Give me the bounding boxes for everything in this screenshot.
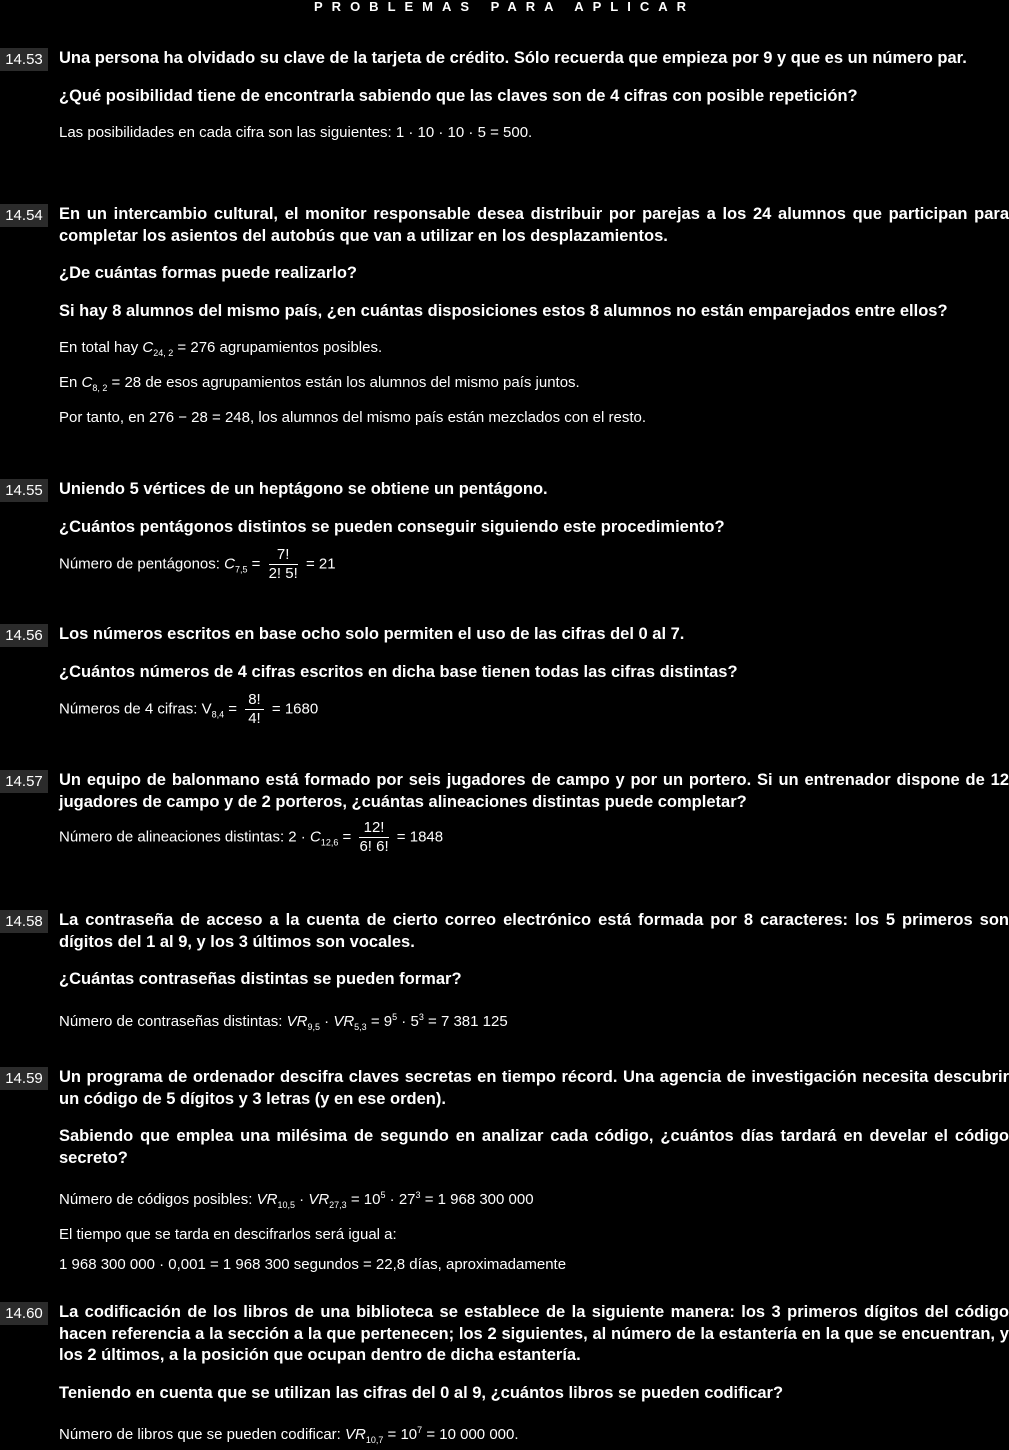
section-header: PROBLEMAS PARA APLICAR bbox=[314, 0, 695, 14]
problem-number: 14.59 bbox=[0, 1067, 48, 1090]
fraction: $\frac{7!}{2! 5!}$ bbox=[268, 546, 298, 582]
problem-question: ¿Cuántos números de 4 cifras escritos en dicha base tienen todas las cifras distintas? bbox=[59, 662, 738, 681]
problem-number: 14.56 bbox=[0, 624, 48, 647]
problem-question: Sabiendo que emplea una milésima de segundo en analizar cada código, ¿cuántos días tardará en develar el código secreto? bbox=[59, 1127, 1009, 1167]
problem-statement: Uniendo 5 vértices de un heptágono se obtiene un pentágono. bbox=[59, 480, 548, 498]
solution-line: Número de pentágonos: $C_{7,5}$ = $\frac{7!}{2! 5!}$ = 21 bbox=[59, 546, 336, 582]
solution-line: 1 968 300 000 · 0,001 = 1 968 300 segundos = 22,8 días, aproximadamente bbox=[59, 1256, 567, 1273]
fraction: $\frac{12!}{6! 6!}$ bbox=[359, 819, 389, 855]
problem-statement: Un equipo de balonmano está formado por seis jugadores de campo y por un portero. Si un entrenador dispone de 12 jugadores de campo y de 2 porteros, ¿cuántas alineaciones distintas puede completar? bbox=[59, 771, 1009, 811]
problem-question: ¿Cuántas contraseñas distintas se pueden formar? bbox=[59, 970, 462, 988]
solution-line: Las posibilidades en cada cifra son las siguientes: 1 · 10 · 10 · 5 = 500. bbox=[59, 124, 533, 141]
solution-line: Por tanto, en 276 − 28 = 248, los alumnos del mismo país están mezclados con el resto. bbox=[59, 409, 646, 426]
solution-line: Número de alineaciones distintas: $2 \cdot C_{12,6}$ = $\frac{12!}{6! 6!}$ = 1848 bbox=[59, 819, 444, 855]
problem-number: 14.54 bbox=[0, 204, 48, 227]
problem-question: ¿De cuántas formas puede realizarlo? bbox=[59, 264, 358, 282]
solution-line: En total hay $C_{24, 2} = 276$ agrupamientos posibles. bbox=[59, 339, 383, 358]
solution-line: En $C_{8, 2} = 28$ de esos agrupamientos están los alumnos del mismo país juntos. bbox=[59, 374, 580, 393]
problem-number: 14.55 bbox=[0, 479, 48, 502]
problem-statement: La contraseña de acceso a la cuenta de cierto correo electrónico está formada por 8 caracteres: los 5 primeros son dígitos del 1 al 9, y los 3 últimos son vocales. bbox=[59, 911, 1009, 951]
problem-question: Si hay 8 alumnos del mismo país, ¿en cuántas disposiciones estos 8 alumnos no están emparejados entre ellos? bbox=[59, 301, 948, 320]
problem-number: 14.53 bbox=[0, 48, 48, 71]
problem-statement: Los números escritos en base ocho solo permiten el uso de las cifras del 0 al 7. bbox=[59, 625, 685, 643]
solution-line: Números de 4 cifras: $V_{8,4}$ = $\frac{8!}{4!}$ = 1680 bbox=[59, 691, 319, 727]
problem-statement: Un programa de ordenador descifra claves secretas en tiempo récord. Una agencia de investigación necesita descubrir un código de 5 dígitos y 3 letras (y en ese orden). bbox=[59, 1068, 1009, 1108]
fraction: $\frac{8!}{4!}$ bbox=[245, 691, 264, 728]
problem-question: Teniendo en cuenta que se utilizan las cifras del 0 al 9, ¿cuántos libros se pueden codificar? bbox=[59, 1383, 784, 1402]
problem-statement: Una persona ha olvidado su clave de la tarjeta de crédito. Sólo recuerda que empieza por 9 y que es un número par. bbox=[59, 49, 967, 67]
problem-number: 14.57 bbox=[0, 770, 48, 793]
problem-number: 14.58 bbox=[0, 910, 48, 933]
solution-line: El tiempo que se tarda en descifrarlos será igual a: bbox=[59, 1226, 397, 1243]
solution-line: Número de libros que se pueden codificar: $VR_{10,7} = 10^7 = 10$ 000 000. bbox=[59, 1425, 519, 1445]
solution-line: Número de códigos posibles: $VR_{10,5} \cdot VR_{27,3} = 10^5 \cdot 27^3 = 1$ 968 300 000 bbox=[59, 1190, 534, 1210]
problem-question: ¿Qué posibilidad tiene de encontrarla sabiendo que las claves son de 4 cifras con posible repetición? bbox=[59, 86, 858, 105]
problem-number: 14.60 bbox=[0, 1302, 48, 1325]
problem-statement: En un intercambio cultural, el monitor responsable desea distribuir por parejas a los 24 alumnos que participan para completar los asientos del autobús que van a utilizar en los desplazamientos. bbox=[59, 205, 1009, 245]
problem-question: ¿Cuántos pentágonos distintos se pueden conseguir siguiendo este procedimiento? bbox=[59, 517, 725, 536]
solution-line: Número de contraseñas distintas: $VR_{9,5} \cdot VR_{5,3} = 9^5 \cdot 5^3 = 7$ 381 125 bbox=[59, 1011, 508, 1032]
problem-statement: La codificación de los libros de una biblioteca se establece de la siguiente manera: los 3 primeros dígitos del código hacen referencia a la sección a la que pertenecen; los 2 siguientes, al número de la estantería en la que se encuentran, y los 2 últimos, a la posición que ocupan dentro de dicha estantería. bbox=[59, 1303, 1009, 1364]
